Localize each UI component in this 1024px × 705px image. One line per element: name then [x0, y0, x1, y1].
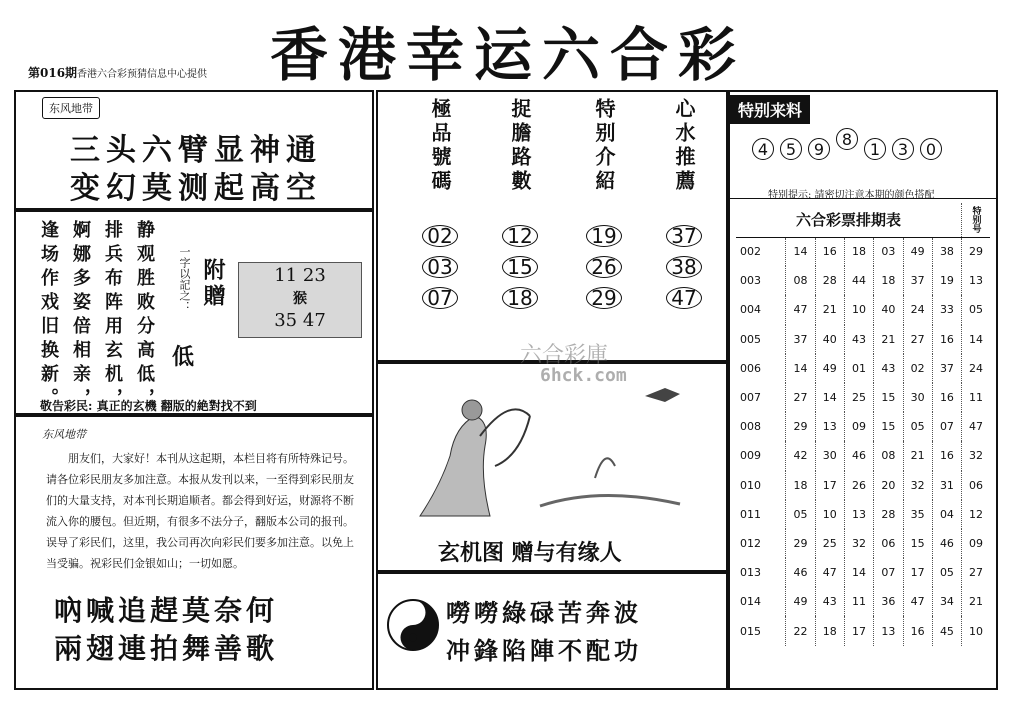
table-row — [736, 354, 990, 383]
number-cell: 28 — [874, 500, 903, 529]
issue-label: 第016期 — [28, 66, 78, 80]
number-cell: 49 — [815, 354, 844, 383]
pick-1-3: 07 — [422, 287, 458, 309]
period-cell: 015 — [736, 616, 786, 645]
number-cell: 30 — [815, 441, 844, 470]
number-cell: 47 — [786, 295, 815, 324]
number-cell: 07 — [932, 412, 961, 441]
number-cell: 32 — [903, 471, 932, 500]
poem-bottom-left-line-1: 吶喊追趕莫奈何 — [54, 594, 279, 627]
table-row — [736, 587, 990, 616]
number-cell: 30 — [903, 383, 932, 412]
number-cell: 05 — [786, 500, 815, 529]
small-note: 一字以記之： — [178, 246, 191, 312]
special-cell: 47 — [969, 420, 984, 434]
number-cell: 07 — [874, 558, 903, 587]
number-cell: 10 — [844, 295, 873, 324]
number-cell: 37 — [903, 266, 932, 295]
number-cell: 03 — [874, 237, 903, 266]
number-cell: 22 — [786, 616, 815, 645]
watermark-url: 6hck.com — [540, 365, 627, 386]
number-cell: 05 — [932, 558, 961, 587]
number-cell: 10 — [815, 500, 844, 529]
number-cell: 18 — [844, 237, 873, 266]
special-cell: 27 — [969, 566, 984, 580]
number-cell: 04 — [932, 500, 961, 529]
number-cell: 17 — [903, 558, 932, 587]
letter-body: 朋友们，大家好！本刊从这起期，本栏目将有所特殊记号。请各位彩民朋友多加注意。本报从发刊以来，一至得到彩民朋友们的大量支持，对本刊长期追顺者。都会得到好运，财源将不断流入你的腰包。但近期，有很多不法分子，翻版本公司的报刊。误导了彩民们，这里，我公司再次向彩民们要多加注意。以免上当受骗。祝彩民们金银如山；一切如愿。 — [46, 452, 354, 570]
number-cell: 18 — [874, 266, 903, 295]
special-cell: 24 — [969, 361, 984, 375]
number-cell: 16 — [815, 237, 844, 266]
verse-col-4: 逢场作戏旧换新。 — [38, 220, 59, 412]
number-cell: 21 — [874, 325, 903, 354]
special-cell: 13 — [969, 274, 984, 288]
special-num-1: 4 — [752, 138, 774, 160]
yin-yang-icon — [386, 598, 440, 652]
number-cell: 14 — [786, 237, 815, 266]
page-title: 香港幸运六合彩 — [270, 21, 747, 89]
col-head-4: 心水推薦 — [672, 98, 696, 194]
col-head-3: 特别介紹 — [592, 98, 616, 194]
pick-3-1: 19 — [586, 225, 622, 247]
gift-label: 附贈 — [200, 258, 226, 310]
number-cell: 08 — [874, 441, 903, 470]
number-cell: 18 — [815, 616, 844, 645]
pick-2-2: 15 — [502, 256, 538, 278]
number-cell: 19 — [932, 266, 961, 295]
number-cell: 46 — [844, 441, 873, 470]
table-row — [736, 500, 990, 529]
number-cell: 20 — [874, 471, 903, 500]
number-cell: 44 — [844, 266, 873, 295]
special-cell: 29 — [969, 245, 984, 259]
number-cell: 13 — [815, 412, 844, 441]
number-cell: 17 — [815, 471, 844, 500]
poem-bottom-mid-line-2: 冲鋒陷陣不配功 — [446, 637, 642, 665]
poem-top-line-1: 三头六臂显神通 — [70, 133, 322, 168]
results-table — [736, 203, 990, 646]
pick-3-3: 29 — [586, 287, 622, 309]
number-cell: 43 — [844, 325, 873, 354]
col-head-1: 極品號碼 — [428, 98, 452, 194]
special-cell: 11 — [969, 391, 984, 405]
special-header: 特别来料 — [730, 95, 810, 124]
col-head-2: 捉膽路數 — [508, 98, 532, 194]
special-cell: 10 — [969, 624, 984, 638]
table-row — [736, 266, 990, 295]
number-cell: 08 — [786, 266, 815, 295]
letter-signature: 东风地带 — [42, 428, 86, 441]
number-cell: 14 — [786, 354, 815, 383]
special-numbers — [752, 130, 942, 160]
special-cell: 21 — [969, 595, 984, 609]
period-cell: 004 — [736, 295, 786, 324]
poem-bottom-mid-line-1: 嘮嘮綠碌苦奔波 — [446, 599, 642, 627]
period-cell: 012 — [736, 529, 786, 558]
number-cell: 27 — [786, 383, 815, 412]
number-cell: 01 — [844, 354, 873, 383]
number-cell: 25 — [815, 529, 844, 558]
period-cell: 002 — [736, 237, 786, 266]
table-row — [736, 616, 990, 645]
gift-zodiac: 猴 — [293, 291, 307, 307]
pick-4-3: 47 — [666, 287, 702, 309]
number-cell: 21 — [815, 295, 844, 324]
number-cell: 43 — [815, 587, 844, 616]
number-cell: 15 — [874, 383, 903, 412]
special-cell: 14 — [969, 332, 984, 346]
number-cell: 13 — [844, 500, 873, 529]
number-cell: 09 — [844, 412, 873, 441]
notice-text: 敬告彩民: 真正的玄機 翻版的絶對找不到 — [40, 399, 257, 413]
table-row — [736, 441, 990, 470]
poem-top-line-2: 变幻莫测起高空 — [70, 171, 322, 206]
poem-bottom-left — [54, 592, 278, 668]
period-cell: 005 — [736, 325, 786, 354]
special-num-4: 8 — [836, 128, 858, 150]
archer-illustration — [380, 366, 724, 530]
table-row — [736, 529, 990, 558]
number-cell: 15 — [874, 412, 903, 441]
number-cell: 26 — [844, 471, 873, 500]
special-cell: 12 — [969, 507, 984, 521]
number-cell: 27 — [903, 325, 932, 354]
low-word: 低 — [172, 344, 195, 370]
number-cell: 14 — [815, 383, 844, 412]
special-num-7: 0 — [920, 138, 942, 160]
table-row — [736, 295, 990, 324]
period-cell: 008 — [736, 412, 786, 441]
number-cell: 33 — [932, 295, 961, 324]
table-row — [736, 412, 990, 441]
number-cell: 49 — [903, 237, 932, 266]
period-cell: 003 — [736, 266, 786, 295]
number-cell: 36 — [874, 587, 903, 616]
number-cell: 21 — [903, 441, 932, 470]
verse-col-1: 静观胜败分高低， — [134, 220, 155, 412]
verse-col-3: 婀娜多姿倍相亲， — [70, 220, 91, 412]
number-cell: 29 — [786, 412, 815, 441]
issue-source: 香港六合彩预猜信息中心提供 — [77, 69, 208, 80]
table-body — [736, 237, 990, 646]
watermark-text: 六合彩庫 — [520, 343, 609, 368]
number-cell: 49 — [786, 587, 815, 616]
poem-top — [70, 132, 322, 208]
special-num-6: 3 — [892, 138, 914, 160]
period-cell: 010 — [736, 471, 786, 500]
number-cell: 42 — [786, 441, 815, 470]
period-cell: 013 — [736, 558, 786, 587]
number-cell: 11 — [844, 587, 873, 616]
gift-box — [238, 262, 362, 338]
number-cell: 28 — [815, 266, 844, 295]
number-cell: 32 — [844, 529, 873, 558]
issue-number — [28, 64, 207, 81]
table-row — [736, 383, 990, 412]
pick-1-2: 03 — [422, 256, 458, 278]
table-row — [736, 237, 990, 266]
special-cell: 32 — [969, 449, 984, 463]
table-header-row — [736, 203, 990, 237]
number-cell: 05 — [903, 412, 932, 441]
number-cell: 46 — [932, 529, 961, 558]
number-cell: 34 — [932, 587, 961, 616]
number-cell: 31 — [932, 471, 961, 500]
special-num-5: 1 — [864, 138, 886, 160]
number-cell: 47 — [903, 587, 932, 616]
period-cell: 014 — [736, 587, 786, 616]
special-cell: 06 — [969, 478, 984, 492]
number-cell: 14 — [844, 558, 873, 587]
number-cell: 16 — [903, 616, 932, 645]
gift-row-2: 35 47 — [274, 310, 326, 331]
number-cell: 02 — [903, 354, 932, 383]
table-row — [736, 325, 990, 354]
number-cell: 40 — [815, 325, 844, 354]
number-cell: 16 — [932, 383, 961, 412]
section-badge: 东风地带 — [42, 97, 100, 119]
verse-col-2: 排兵布阵用玄机， — [102, 220, 123, 412]
special-num-2: 5 — [780, 138, 802, 160]
table-title: 六合彩票排期表 — [736, 203, 962, 237]
number-cell: 38 — [932, 237, 961, 266]
number-cell: 15 — [903, 529, 932, 558]
pick-2-3: 18 — [502, 287, 538, 309]
table-row — [736, 471, 990, 500]
period-cell: 009 — [736, 441, 786, 470]
number-cell: 24 — [903, 295, 932, 324]
special-cell: 05 — [969, 303, 984, 317]
period-cell: 011 — [736, 500, 786, 529]
number-cell: 46 — [786, 558, 815, 587]
number-cell: 18 — [786, 471, 815, 500]
pick-4-2: 38 — [666, 256, 702, 278]
table-side-label: 特别号 — [962, 203, 990, 237]
poem-bottom-left-line-2: 兩翅連拍舞善歌 — [54, 632, 279, 665]
number-cell: 25 — [844, 383, 873, 412]
gift-row-1: 11 23 — [274, 265, 326, 286]
pick-1-1: 02 — [422, 225, 458, 247]
number-cell: 17 — [844, 616, 873, 645]
number-cell: 16 — [932, 441, 961, 470]
number-cell: 06 — [874, 529, 903, 558]
picture-caption: 玄机图 赠与有缘人 — [438, 540, 622, 566]
number-cell: 47 — [815, 558, 844, 587]
pick-3-2: 26 — [586, 256, 622, 278]
table-row — [736, 558, 990, 587]
number-cell: 43 — [874, 354, 903, 383]
number-cell: 45 — [932, 616, 961, 645]
pick-4-1: 37 — [666, 225, 702, 247]
pick-2-1: 12 — [502, 225, 538, 247]
period-cell: 006 — [736, 354, 786, 383]
period-cell: 007 — [736, 383, 786, 412]
number-cell: 29 — [786, 529, 815, 558]
number-cell: 37 — [932, 354, 961, 383]
number-cell: 35 — [903, 500, 932, 529]
number-cell: 16 — [932, 325, 961, 354]
special-cell: 09 — [969, 536, 984, 550]
special-num-3: 9 — [808, 138, 830, 160]
number-cell: 40 — [874, 295, 903, 324]
poem-bottom-mid — [446, 594, 642, 670]
number-cell: 37 — [786, 325, 815, 354]
special-tip: 特别提示: 請密切注意本期的颜色搭配 — [768, 190, 935, 201]
number-cell: 13 — [874, 616, 903, 645]
